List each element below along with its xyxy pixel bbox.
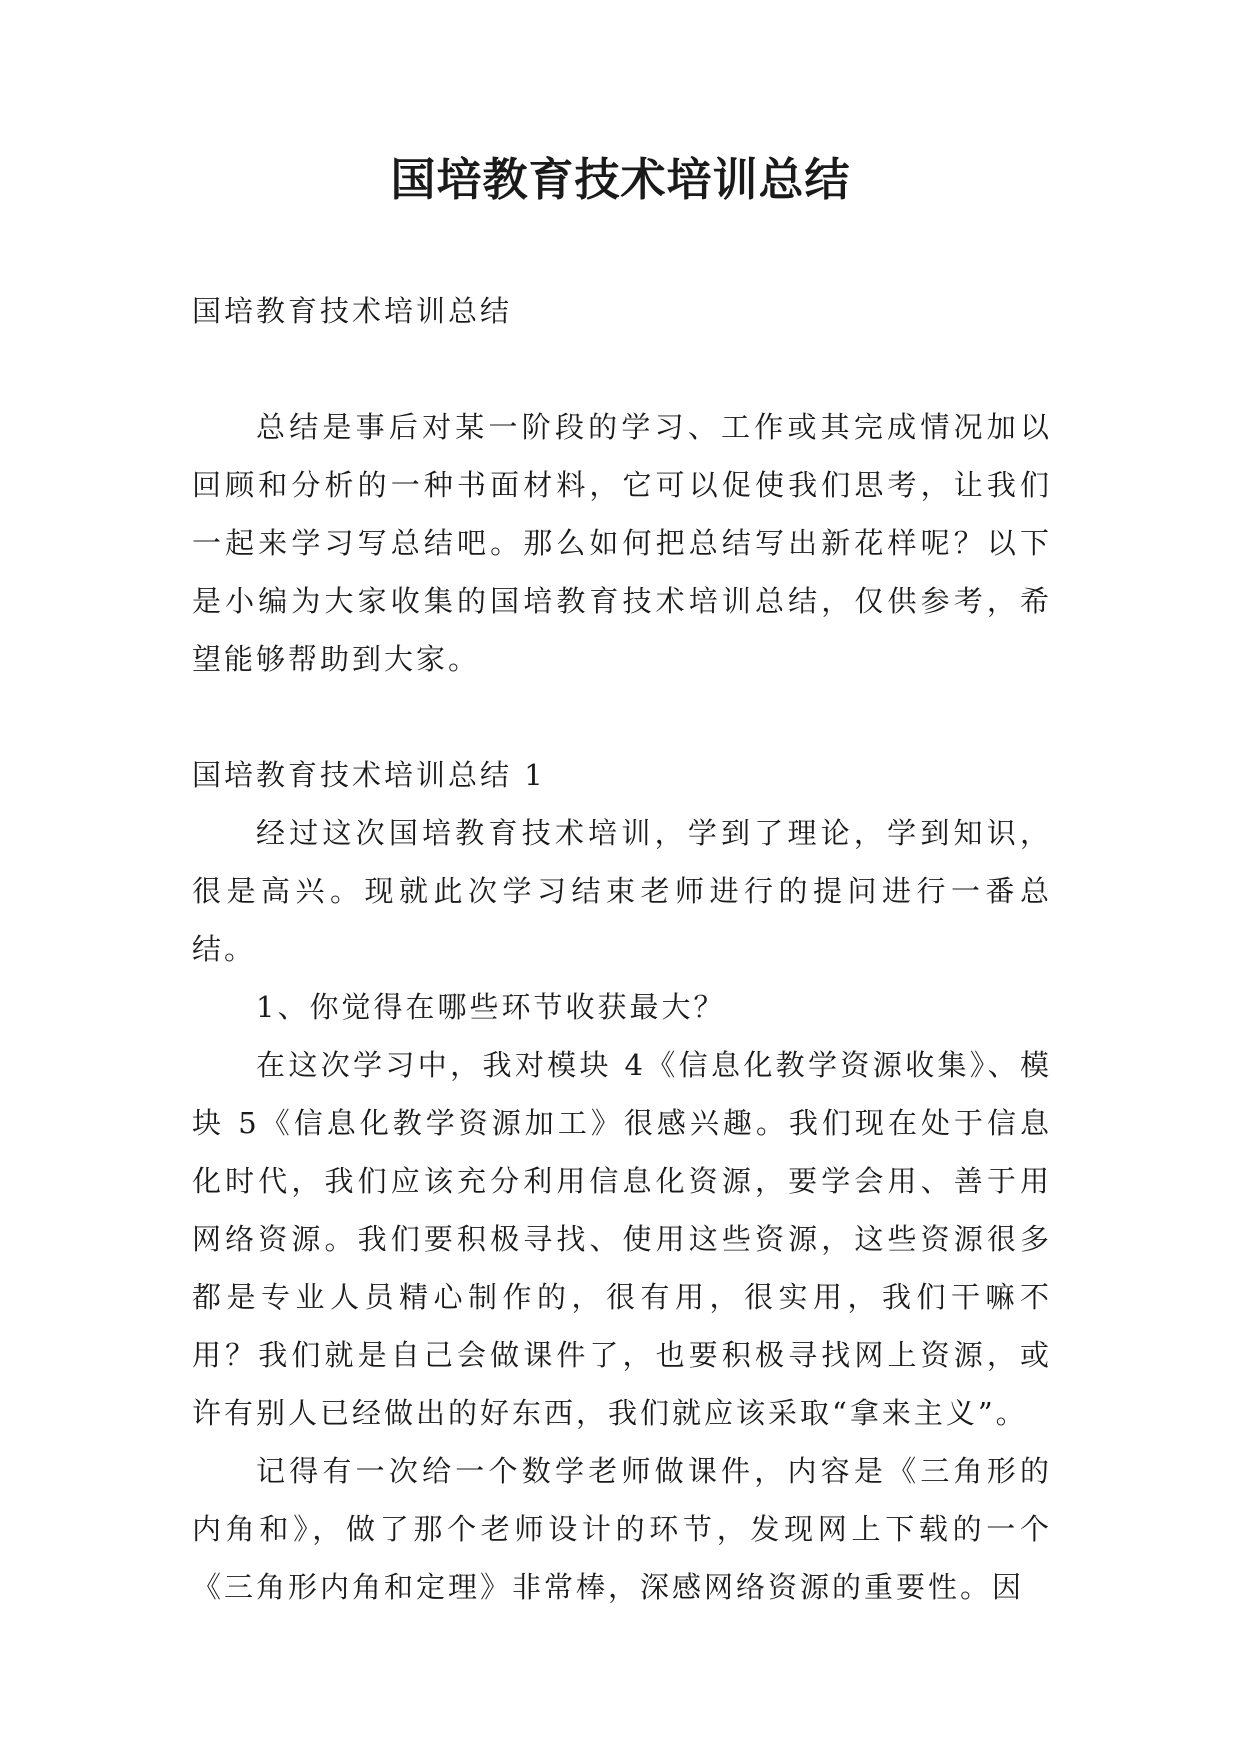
body-paragraph: 在这次学习中，我对模块 4《信息化教学资源收集》、模块 5《信息化教学资源加工》很感兴趣。我们现在处于信息化时代，我们应该充分利用信息化资源，要学会用、善于用网络资源。我们要积极寻找、使用这些资源，这些资源很多都是专业人员精心制作的，很有用，很实用，我们干嘛不用？我们就是自己会做课件了，也要积极寻找网上资源，或许有别人已经做出的好东西，我们就应该采取“拿来主义”。 [192, 1048, 1052, 1430]
document-body [192, 282, 1052, 1616]
document-title: 国培教育技术培训总结 [390, 153, 851, 206]
document-subtitle: 国培教育技术培训总结 [192, 294, 513, 328]
body-paragraph: 记得有一次给一个数学老师做课件，内容是《三角形的内角和》，做了那个老师设计的环节，发现网上下载的一个《三角形内角和定理》非常棒，深感网络资源的重要性。因 [192, 1454, 1052, 1604]
section-heading: 国培教育技术培训总结 1 [192, 758, 546, 792]
intro-paragraph: 总结是事后对某一阶段的学习、工作或其完成情况加以回顾和分析的一种书面材料，它可以促使我们思考，让我们一起来学习写总结吧。那么如何把总结写出新花样呢？以下是小编为大家收集的国培教育技术培训总结，仅供参考，希望能够帮助到大家。 [192, 410, 1052, 676]
question-paragraph: 1、你觉得在哪些环节收获最大？ [256, 990, 726, 1024]
body-paragraph: 经过这次国培教育技术培训，学到了理论，学到知识，很是高兴。现就此次学习结束老师进行的提问进行一番总结。 [192, 816, 1052, 966]
